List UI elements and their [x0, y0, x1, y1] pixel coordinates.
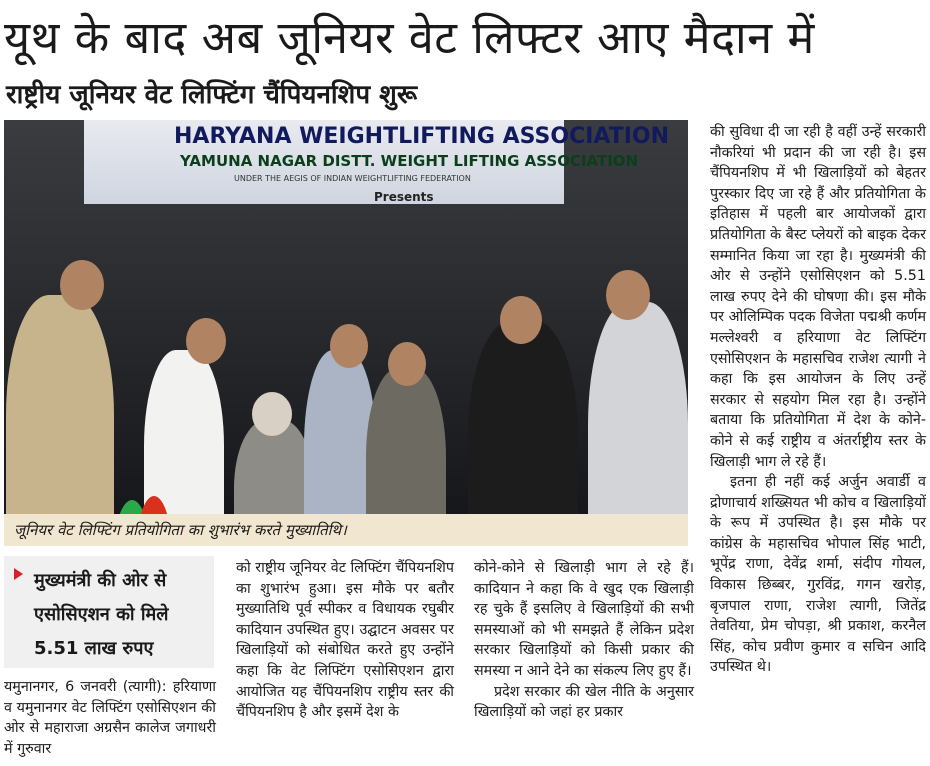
headline: यूथ के बाद अब जूनियर वेट लिफ्टर आए मैदान में — [4, 11, 815, 64]
article-paragraph: प्रदेश सरकार की खेल नीति के अनुसार खिलाड़ियों को जहां हर प्रकार — [474, 683, 694, 721]
person-1-head — [60, 260, 104, 310]
banner-title: HARYANA WEIGHTLIFTING ASSOCIATION — [174, 124, 670, 149]
article-column-3 — [474, 558, 694, 764]
article-paragraph: को राष्ट्रीय जूनियर वेट लिफ्टिंग चैंपियनशिप का शुभारंभ हुआ। इस मौके पर बतौर मुख्यातिथि पूर्व स्पीकर व विधायक रघुबीर कादियान उपस्थित हुए। उद्घाटन अवसर पर खिलाड़ियों को संबोधित करते हुए उन्होंने कहा कि वेट लिफ्टिंग एसोसिएशन द्वारा आयोजित यह चैंपियनशिप राष्ट्रीय स्तर की चैंपियनशिप है और इसमें देश के — [236, 560, 454, 721]
person-6 — [468, 320, 578, 514]
red-bullet-icon — [14, 568, 23, 580]
article-paragraph: कोने-कोने से खिलाड़ी भाग ले रहे हैं। कादियान ने कहा कि वे खुद एक खिलाड़ी रह चुके हैं इसलिए वे खिलाड़ियों की सभी समस्याओं को भी समझते हैं लेकिन प्रदेश सरकार खिलाड़ियों को किसी प्रकार की समस्या न आने देने का संकल्प लिए हुए हैं। — [474, 560, 694, 679]
person-6-head — [500, 296, 542, 344]
association-banner — [84, 120, 670, 204]
article-column-2 — [236, 558, 454, 764]
subheadline: राष्ट्रीय जूनियर वेट लिफ्टिंग चैंपियनशिप शुरू — [6, 80, 418, 110]
person-2 — [144, 350, 224, 514]
person-7 — [588, 302, 688, 514]
highlight-line: मुख्यमंत्री की ओर से — [34, 570, 167, 591]
highlight-box — [4, 556, 214, 668]
banner-aegis: UNDER THE AEGIS OF INDIAN WEIGHTLIFTING FEDERATION — [234, 174, 471, 183]
article-column-1 — [4, 677, 216, 765]
article-paragraph: इतना ही नहीं कई अर्जुन अवार्डी व द्रोणाचार्य शख्सियत भी कोच व खिलाड़ियों के रूप में उपस्थित है। इस मौके पर कांग्रेस के महासचिव भोपाल सिंह भाटी, भूपेंद्र राणा, देवेंद्र शर्मा, संदीप गोयल, विकास छिब्बर, गुरविंद्र, गगन खरोड़, बृजपाल राणा, राजेश त्यागी, जितेंद्र तेवतिया, प्रेम चोपड़ा, श्री प्रकाश, करनैल सिंह, कोच प्रवीण कुमार व सचिन आदि उपस्थित थे। — [710, 474, 926, 676]
highlight-text — [34, 564, 210, 666]
dateline-paragraph: यमुनानगर, 6 जनवरी (त्यागी): हरियाणा व यमुनानगर वेट लिफ्टिंग एसोसिएशन की ओर से महाराजा अग्रसैन कालेज जगाधरी में गुरुवार — [4, 679, 216, 757]
person-4-head — [330, 324, 368, 368]
article-paragraph: की सुविधा दी जा रही है वहीं उन्हें सरकारी नौकरियां भी प्रदान की जा रही है। इस चैंपियनशिप में भी खिलाड़ियों को बेहतर पुरस्कार दिए जा रहे हैं और प्रतियोगिता के इतिहास में पहली बार आयोजकों द्वारा प्रतियोगिता के बैस्ट प्लेयरों को बाइक देकर सम्मानित किया जा रहा है। मुख्यमंत्री की ओर से उन्होंने एसोसिएशन को 5.51 लाख रुपए देने की घोषणा की। इस मौके पर ओलिम्पिक पदक विजेता पद्मश्री कर्णम मल्लेश्वरी व हरियाणा वेट लिफ्टिंग एसोसिएशन के महासचिव राजेश त्यागी ने कहा कि इस आयोजन के लिए उन्हें सरकार से सहयोग मिल रहा है। उन्होंने बताया कि प्रतियोगिता में देश के कोने-कोने से कई राष्ट्रीय व अंतर्राष्ट्रीय स्तर के खिलाड़ी भाग ले रहे हैं। — [710, 124, 926, 470]
person-3-head — [252, 392, 292, 436]
person-1 — [6, 295, 114, 514]
person-2-head — [186, 318, 226, 364]
person-7-head — [606, 270, 650, 320]
highlight-line: 5.51 लाख रुपए — [34, 638, 154, 659]
photo-caption: जूनियर वेट लिफ्टिंग प्रतियोगिता का शुभारंभ करते मुख्यातिथि। — [4, 514, 688, 546]
highlight-line: एसोसिएशन को मिले — [34, 604, 169, 625]
banner-subtitle: YAMUNA NAGAR DISTT. WEIGHT LIFTING ASSOCIATION — [180, 152, 639, 170]
person-5-head — [388, 342, 426, 386]
banner-presents: Presents — [374, 190, 434, 204]
news-photo — [4, 120, 688, 514]
person-5 — [366, 368, 446, 514]
article-column-4 — [710, 122, 926, 764]
